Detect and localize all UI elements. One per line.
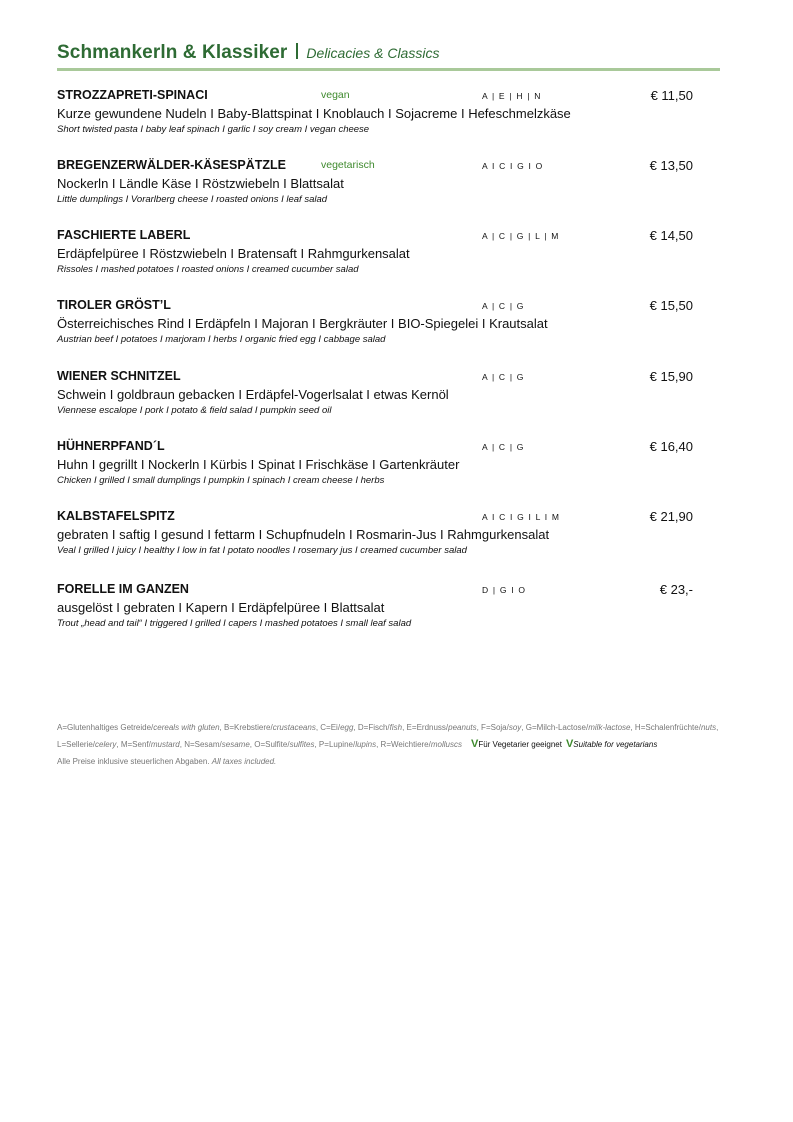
dish-description-en: Trout „head and tail“ I triggered I grilled I capers I mashed potatoes I small leaf salad — [57, 618, 412, 629]
allergen-codes: A I C I G I L I M — [482, 512, 561, 522]
dish-description-de: Schwein I goldbraun gebacken I Erdäpfel-Vogerlsalat I etwas Kernöl — [57, 387, 449, 402]
menu-item-header — [57, 369, 697, 385]
dish-price: € 16,40 — [649, 439, 693, 454]
allergen-codes: A | C | G — [482, 372, 525, 382]
allergen-legend-en: sesame — [221, 740, 250, 749]
dish-price: € 14,50 — [649, 228, 693, 243]
allergen-legend-en: celery — [95, 740, 117, 749]
header-rule — [57, 68, 720, 71]
allergen-legend-line-2 — [57, 736, 767, 753]
allergen-legend-de: , H=Schalenfrüchte/ — [630, 723, 701, 732]
allergen-legend-de: , E=Erdnuss/ — [402, 723, 449, 732]
dish-description-de: ausgelöst I gebraten I Kapern I Erdäpfelpüree I Blattsalat — [57, 600, 385, 615]
dish-name: HÜHNERPFAND´L — [57, 439, 165, 453]
allergen-legend-de: A=Glutenhaltiges Getreide/ — [57, 723, 154, 732]
dish-description-de: Nockerln I Ländle Käse I Röstzwiebeln I Blattsalat — [57, 176, 344, 191]
dish-description-en: Austrian beef I potatoes I marjoram I herbs I organic fried egg I cabbage salad — [57, 334, 386, 345]
allergen-legend-en: lupins — [355, 740, 377, 749]
title-separator — [296, 43, 298, 59]
allergen-legend-line-1 — [57, 719, 767, 736]
page-header — [57, 42, 720, 64]
menu-item — [57, 228, 697, 275]
taxes-note — [57, 753, 767, 770]
dish-name: BREGENZERWÄLDER-KÄSESPÄTZLE — [57, 158, 286, 172]
allergen-legend-en: sulfites — [289, 740, 315, 749]
allergen-legend-en: cereals with gluten — [153, 723, 220, 732]
allergen-codes: D | G I O — [482, 585, 527, 595]
dish-price: € 15,50 — [649, 298, 693, 313]
allergen-legend-de: , M=Senf/ — [116, 740, 151, 749]
allergen-codes: A | C | G | L | M — [482, 231, 560, 241]
menu-item — [57, 439, 697, 486]
dish-price: € 21,90 — [649, 509, 693, 524]
allergen-legend-en: fish — [389, 723, 403, 732]
dish-name: FORELLE IM GANZEN — [57, 582, 189, 596]
menu-item — [57, 369, 697, 416]
allergen-legend-en: peanuts — [448, 723, 477, 732]
allergen-legend-de: , F=Soja/ — [476, 723, 509, 732]
allergen-legend-en: soy — [508, 723, 522, 732]
menu-item-header — [57, 509, 697, 525]
taxes-note-en: All taxes included. — [211, 757, 277, 766]
allergen-footer — [57, 719, 767, 770]
dish-description-en: Viennese escalope I pork I potato & field salad I pumpkin seed oil — [57, 405, 332, 416]
vegetarian-icon: V — [470, 738, 479, 750]
allergen-legend-de: , O=Sulfite/ — [249, 740, 290, 749]
allergen-legend-de: , G=Milch-Lactose/ — [521, 723, 589, 732]
allergen-codes: A | C | G — [482, 301, 525, 311]
menu-item — [57, 88, 697, 135]
menu-item — [57, 509, 697, 556]
dish-description-de: gebraten I saftig I gesund I fettarm I Schupfnudeln I Rosmarin-Jus I Rahmgurkensalat — [57, 527, 550, 542]
vegetarian-icon: V — [565, 738, 574, 750]
dish-description-en: Veal I grilled I juicy I healthy I low in fat I potato noodles I rosemary jus I creamed cucumber salad — [57, 545, 467, 556]
menu-item — [57, 158, 697, 205]
diet-tag: vegetarisch — [321, 159, 375, 171]
allergen-codes: A | C | G — [482, 442, 525, 452]
allergen-legend-de: , D=Fisch/ — [353, 723, 390, 732]
allergen-legend-de: , N=Sesam/ — [179, 740, 222, 749]
allergen-legend-de: , C=Ei/ — [315, 723, 341, 732]
menu-item-header — [57, 582, 697, 598]
dish-name: FASCHIERTE LABERL — [57, 228, 191, 242]
dish-description-en: Little dumplings I Vorarlberg cheese I roasted onions I leaf salad — [57, 194, 328, 205]
dish-description-en: Chicken I grilled I small dumplings I pumpkin I spinach I cream cheese I herbs — [57, 475, 385, 486]
dish-price: € 23,- — [659, 582, 693, 597]
allergen-legend-de: , R=Weichtiere/ — [376, 740, 431, 749]
allergen-legend-de: , P=Lupine/ — [314, 740, 356, 749]
dish-price: € 15,90 — [649, 369, 693, 384]
allergen-legend-en: crustaceans — [272, 723, 316, 732]
menu-item-header — [57, 88, 697, 104]
allergen-legend-de: L=Sellerie/ — [57, 740, 96, 749]
dish-description-de: Erdäpfelpüree I Röstzwiebeln I Bratensaft I Rahmgurkensalat — [57, 246, 410, 261]
vegetarian-label-de: Für Vegetarier geeignet — [478, 740, 562, 749]
menu-item-header — [57, 298, 697, 314]
menu-item — [57, 582, 697, 629]
allergen-legend-en: molluscs — [430, 740, 462, 749]
allergen-codes: A | E | H | N — [482, 91, 542, 101]
dish-name: STROZZAPRETI-SPINACI — [57, 88, 208, 102]
allergen-legend-en: egg — [340, 723, 354, 732]
dish-description-en: Short twisted pasta I baby leaf spinach I garlic I soy cream I vegan cheese — [57, 124, 370, 135]
vegetarian-label-en: Suitable for vegetarians — [573, 740, 658, 749]
allergen-legend-de: , — [716, 723, 719, 732]
dish-name: KALBSTAFELSPITZ — [57, 509, 175, 523]
dish-description-de: Huhn I gegrillt I Nockerln I Kürbis I Spinat I Frischkäse I Gartenkräuter — [57, 457, 460, 472]
dish-description-de: Österreichisches Rind I Erdäpfeln I Majoran I Bergkräuter I BIO-Spiegelei I Krautsalat — [57, 316, 548, 331]
page-subtitle: Delicacies & Classics — [306, 45, 440, 61]
dish-name: TIROLER GRÖST’L — [57, 298, 171, 312]
allergen-legend-de: , B=Krebstiere/ — [219, 723, 273, 732]
allergen-legend-en: nuts — [700, 723, 717, 732]
allergen-legend-en: mustard — [150, 740, 180, 749]
dish-description-de: Kurze gewundene Nudeln I Baby-Blattspinat I Knoblauch I Sojacreme I Hefeschmelzkäse — [57, 106, 571, 121]
diet-tag: vegan — [321, 89, 350, 101]
allergen-codes: A I C I G I O — [482, 161, 544, 171]
menu-item — [57, 298, 697, 345]
dish-name: WIENER SCHNITZEL — [57, 369, 181, 383]
menu-item-header — [57, 439, 697, 455]
taxes-note-de: Alle Preise inklusive steuerlichen Abgaben. — [57, 757, 210, 766]
page-title: Schmankerln & Klassiker — [57, 42, 288, 63]
menu-item-header — [57, 228, 697, 244]
dish-price: € 11,50 — [650, 88, 693, 103]
menu-item-header — [57, 158, 697, 174]
allergen-legend-en: milk-lactose — [588, 723, 631, 732]
dish-price: € 13,50 — [649, 158, 693, 173]
dish-description-en: Rissoles I mashed potatoes I roasted onions I creamed cucumber salad — [57, 264, 359, 275]
